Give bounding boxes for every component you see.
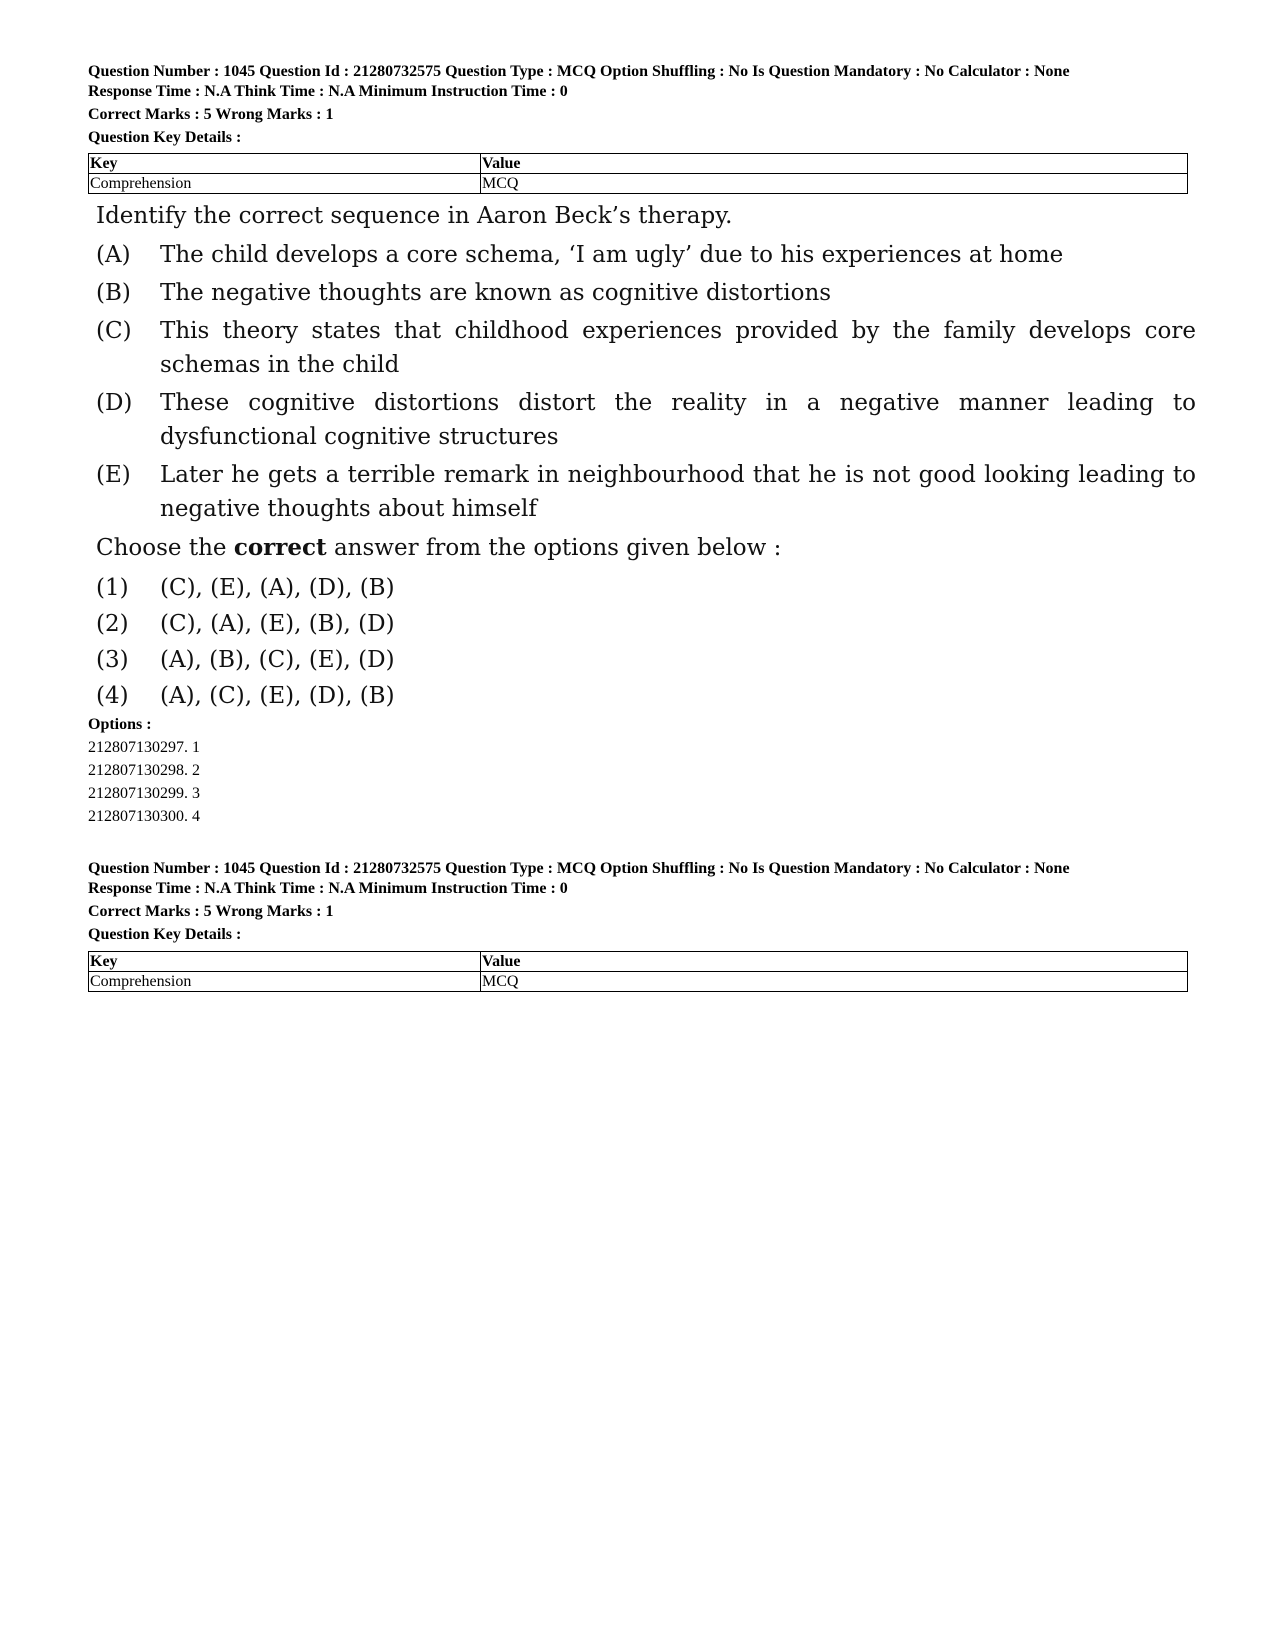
marks-line: Correct Marks : 5 Wrong Marks : 1 [88,106,334,123]
question-body [96,198,1196,714]
option-item: 212807130297. 1 [88,739,200,756]
answer-text: (C), (E), (A), (D), (B) [160,575,395,601]
question-meta-line-2: Response Time : N.A Think Time : N.A Minimum Instruction Time : 0 [88,880,568,897]
statement-text: The child develops a core schema, ‘I am ugly’ due to his experiences at home [160,242,1064,268]
answer-choice-4 [96,678,1196,714]
table-header-value: Value [481,154,1188,174]
answer-label: (2) [96,611,129,637]
statement-c [96,314,1196,382]
question-meta-line-1: Question Number : 1045 Question Id : 21280732575 Question Type : MCQ Option Shuffling : No Is Question Mandatory : No Calculator : None [88,860,1070,877]
table-cell-value: MCQ [481,174,1188,194]
answer-choice-3 [96,642,1196,678]
answer-choice-2 [96,606,1196,642]
statement-b [96,276,1196,310]
statement-text: The negative thoughts are known as cognitive distortions [160,280,832,306]
statement-text: This theory states that childhood experiences provided by the family develops core schemas in the child [160,318,1196,378]
key-details-label: Question Key Details : [88,926,242,943]
statement-text: These cognitive distortions distort the reality in a negative manner leading to dysfunctional cognitive structures [160,390,1196,450]
statement-label: (E) [96,462,131,488]
answer-text: (A), (B), (C), (E), (D) [160,647,395,673]
statement-d [96,386,1196,454]
table-cell-key: Comprehension [89,174,481,194]
question-header-1 [88,62,1188,148]
table-row [89,972,1188,992]
key-details-table-wrap-1 [88,149,1188,194]
answer-choice-1 [96,570,1196,606]
statement-label: (C) [96,318,132,344]
option-item: 212807130299. 3 [88,785,200,802]
choose-instruction [96,530,1196,566]
key-details-table [88,153,1188,194]
choose-suffix: answer from the options given below : [326,535,782,561]
marks-line: Correct Marks : 5 Wrong Marks : 1 [88,903,334,920]
key-details-table [88,951,1188,992]
question-meta-line-1: Question Number : 1045 Question Id : 21280732575 Question Type : MCQ Option Shuffling : No Is Question Mandatory : No Calculator : None [88,63,1070,80]
table-row [89,174,1188,194]
option-item: 212807130300. 4 [88,808,200,825]
answer-text: (C), (A), (E), (B), (D) [160,611,395,637]
statement-text: Later he gets a terrible remark in neighbourhood that he is not good looking leading to negative thoughts about himself [160,462,1196,522]
question-meta-line-2: Response Time : N.A Think Time : N.A Minimum Instruction Time : 0 [88,83,568,100]
answer-label: (4) [96,683,129,709]
table-header-row [89,154,1188,174]
options-list [88,713,1188,828]
key-details-label: Question Key Details : [88,129,242,146]
choose-prefix: Choose the [96,535,234,561]
table-cell-value: MCQ [481,972,1188,992]
options-label: Options : [88,716,152,733]
answer-text: (A), (C), (E), (D), (B) [160,683,395,709]
table-header-value: Value [481,952,1188,972]
question-header-2 [88,859,1188,945]
answer-label: (3) [96,647,129,673]
statement-a [96,238,1196,272]
option-item: 212807130298. 2 [88,762,200,779]
key-details-table-wrap-2 [88,947,1188,992]
statement-label: (A) [96,242,131,268]
question-stem: Identify the correct sequence in Aaron Beck’s therapy. [96,203,733,229]
statement-label: (B) [96,280,131,306]
table-cell-key: Comprehension [89,972,481,992]
statement-label: (D) [96,390,133,416]
table-header-key: Key [89,154,481,174]
answer-label: (1) [96,575,129,601]
statement-e [96,458,1196,526]
table-header-row [89,952,1188,972]
choose-bold: correct [233,534,327,561]
table-header-key: Key [89,952,481,972]
